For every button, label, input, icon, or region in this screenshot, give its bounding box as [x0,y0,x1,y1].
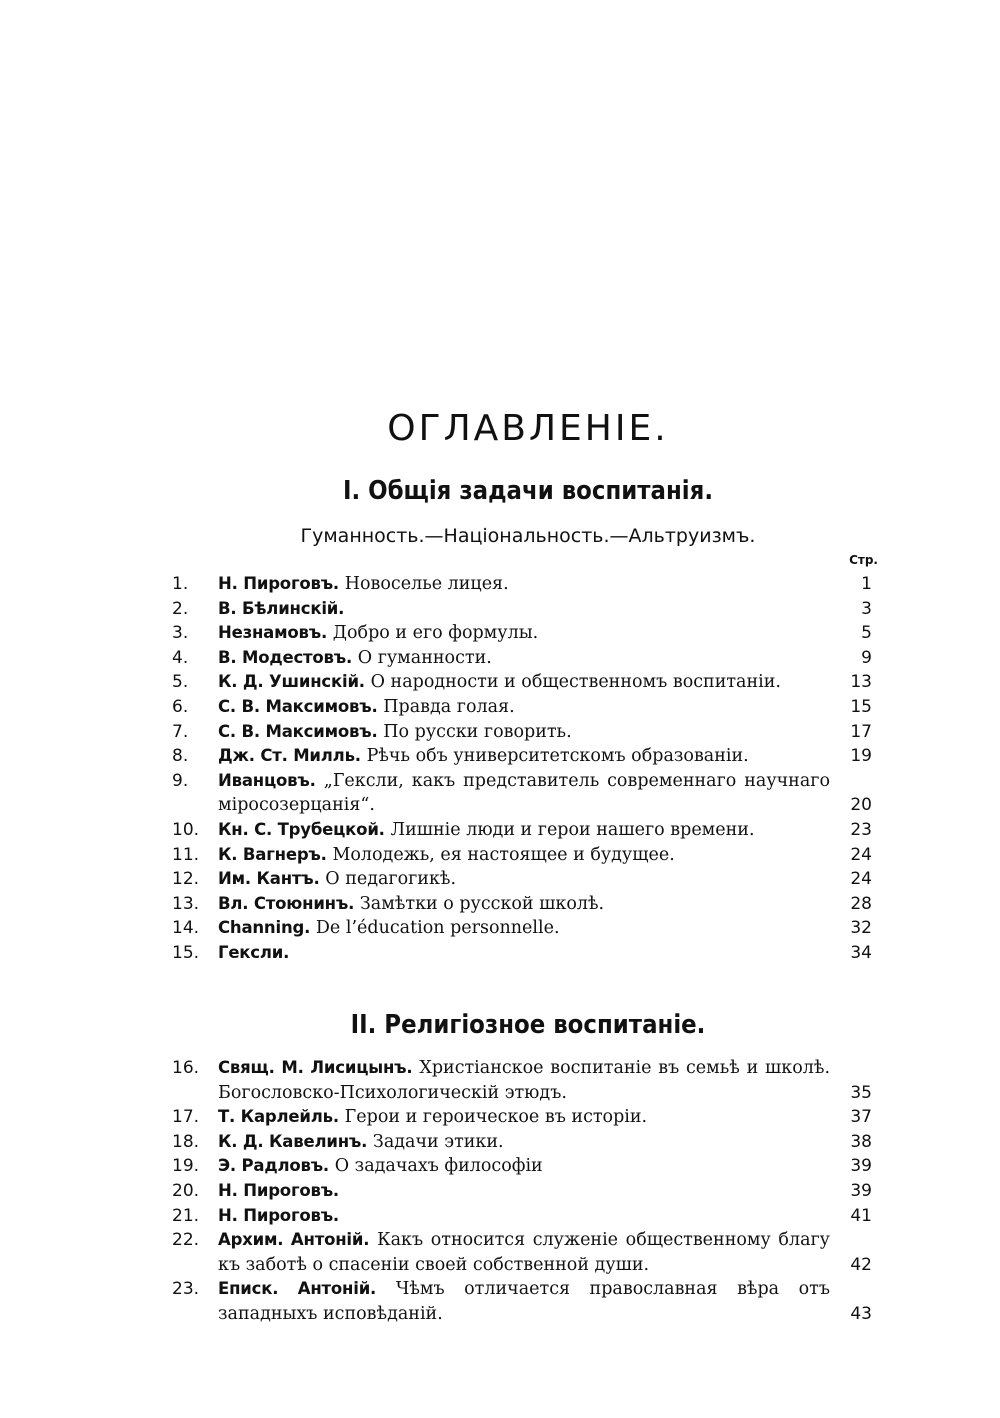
toc-entry [172,695,884,720]
entry-page-number: 24 [850,844,872,865]
entry-author: С. В. Максимовъ. [218,721,378,741]
entry-title: Новоселье лицея. [344,574,509,594]
entry-page-number: 20 [850,795,872,816]
entry-author: Э. Радловъ. [218,1156,330,1176]
toc-entry [172,646,884,671]
toc-list-section-2 [172,1056,884,1327]
entry-number: 15. [172,942,200,963]
entry-number: 16. [172,1058,200,1078]
entry-text [218,1105,830,1130]
entry-page-number: 5 [861,623,872,644]
entry-author: Иванцовъ. [218,770,316,790]
entry-page-number: 42 [850,1254,872,1275]
toc-list-section-1 [172,572,884,966]
entry-number: 23. [172,1279,200,1300]
entry-text [218,1056,830,1105]
entry-number: 10. [172,819,200,840]
entry-number: 17. [172,1107,200,1128]
entry-title: О народности и общественномъ воспитаніи. [370,672,781,693]
entry-text [218,1179,830,1204]
entry-text [218,621,830,646]
entry-text [218,769,830,818]
entry-number: 5. [172,672,189,693]
entry-title: Добро и его формулы. [332,623,539,644]
entry-author: Незнамовъ. [218,623,328,643]
entry-title: „Гексли, какъ представитель современнаго научнаго міросозерцанія“. [218,770,830,816]
entry-title: Замѣтки о русской школѣ. [359,893,605,914]
toc-entry [172,843,884,868]
entry-text [218,646,830,671]
entry-number: 13. [172,893,200,914]
toc-entry [172,941,884,966]
entry-author: К. Д. Ушинскій. [218,672,365,692]
entry-page-number: 3 [861,598,872,619]
entry-text [218,1204,830,1229]
entry-number: 20. [172,1180,200,1201]
toc-entry [172,1130,884,1155]
entry-number: 9. [172,770,189,791]
entry-author: Н. Пироговъ. [218,1205,340,1225]
entry-title: О педагогикѣ. [325,869,457,890]
entry-text [218,572,830,597]
entry-title: Герои и героическое въ исторіи. [344,1107,648,1128]
entry-author: К. Д. Кавелинъ. [218,1131,368,1151]
entry-author: Н. Пироговъ. [218,1180,340,1200]
entry-author: Дж. Ст. Милль. [218,746,361,766]
toc-entry [172,1154,884,1179]
toc-entry [172,1204,884,1229]
entry-number: 21. [172,1205,200,1226]
entry-number: 2. [172,598,189,619]
entry-number: 4. [172,647,189,668]
entry-page-number: 19 [850,746,872,767]
entry-number: 11. [172,844,200,865]
toc-entry [172,1105,884,1130]
entry-page-number: 43 [850,1303,872,1324]
entry-text [218,818,830,843]
entry-author: В. Модестовъ. [218,647,353,667]
entry-page-number: 38 [850,1131,872,1152]
toc-entry [172,916,884,941]
entry-author: Им. Кантъ. [218,869,320,889]
entry-author: Кн. С. Трубецкой. [218,819,385,839]
entry-number: 8. [172,746,189,767]
toc-entry [172,867,884,892]
entry-text [218,695,830,720]
entry-text [218,597,830,622]
entry-page-number: 34 [850,942,872,963]
entry-number: 12. [172,869,200,890]
entry-number: 19. [172,1156,200,1177]
entry-author: Свящ. М. Лисицынъ. [218,1058,413,1077]
entry-page-number: 1 [861,574,872,594]
entry-text [218,744,830,769]
entry-title: Какъ относится служеніе общественному благу къ заботѣ о спасеніи своей собственной души. [218,1230,830,1275]
page-title: ОГЛАВЛЕНІЕ. [387,408,669,449]
entry-author: Еписк. Антоній. [218,1279,377,1299]
entry-title: О гуманности. [357,647,492,668]
entry-author: Вл. Стоюнинъ. [218,893,355,913]
entry-author: Т. Карлейль. [218,1107,339,1127]
entry-author: Гексли. [218,942,290,962]
entry-title: О задачахъ философіи [334,1156,543,1177]
entry-title: Чѣмъ отличается православная вѣра отъ западныхъ исповѣданій. [218,1279,830,1324]
entry-text [218,1277,830,1326]
entry-page-number: 13 [850,672,872,693]
entry-page-number: 28 [850,893,872,914]
entry-number: 22. [172,1230,200,1251]
entry-author: Архим. Антоній. [218,1230,370,1250]
entry-page-number: 23 [850,819,872,840]
toc-entry [172,720,884,745]
toc-entry [172,621,884,646]
toc-entry [172,1277,884,1326]
toc-entry [172,597,884,622]
section-subheading-1: Гуманность.—Національность.—Альтруизмъ. [300,525,756,547]
entry-author: Channing. [218,918,311,938]
entry-page-number: 15 [850,696,872,717]
toc-entry [172,769,884,818]
toc-entry [172,572,884,597]
entry-number: 3. [172,623,189,644]
entry-title: Молодежь, ея настоящее и будущее. [332,844,675,865]
toc-entry [172,1056,884,1105]
entry-text [218,670,830,695]
toc-entry [172,1179,884,1204]
entry-number: 1. [172,574,189,594]
entry-number: 18. [172,1131,200,1152]
entry-text [218,867,830,892]
entry-author: В. Бѣлинскій. [218,598,345,618]
toc-entry [172,818,884,843]
entry-title: Христіанское воспитаніе въ семьѣ и школѣ. Богословско-Психологическій этюдъ. [218,1058,831,1103]
entry-page-number: 17 [850,721,872,742]
entry-author: К. Вагнеръ. [218,844,327,864]
entry-author: С. В. Максимовъ. [218,696,378,716]
entry-text [218,1228,830,1277]
entry-title: Рѣчь объ университетскомъ образованіи. [366,746,749,767]
entry-title: De l’éducation personnelle. [315,918,560,939]
entry-page-number: 39 [850,1180,872,1201]
entry-text [218,941,830,966]
entry-title: Правда голая. [383,696,515,717]
entry-text [218,916,830,941]
section-heading-2: II. Религіозное воспитаніе. [350,1010,706,1040]
entry-title: По русски говорить. [383,721,572,742]
entry-text [218,843,830,868]
toc-entry [172,892,884,917]
section-heading-1: I. Общія задачи воспитанія. [342,476,714,506]
entry-author: Н. Пироговъ. [218,574,340,593]
entry-page-number: 24 [850,869,872,890]
entry-page-number: 37 [850,1107,872,1128]
entry-page-number: 35 [850,1082,872,1103]
entry-text [218,1130,830,1155]
entry-page-number: 39 [850,1156,872,1177]
entry-number: 6. [172,696,189,717]
entry-page-number: 9 [861,647,872,668]
entry-title: Задачи этики. [372,1131,504,1152]
toc-entry [172,744,884,769]
toc-entry [172,670,884,695]
entry-text [218,892,830,917]
entry-number: 7. [172,721,189,742]
entry-text [218,1154,830,1179]
entry-page-number: 41 [850,1205,872,1226]
entry-number: 14. [172,918,200,939]
page-column-label: Стр. [849,553,878,567]
entry-text [218,720,830,745]
entry-title: Лишніе люди и герои нашего времени. [390,819,755,840]
toc-entry [172,1228,884,1277]
entry-page-number: 32 [850,918,872,939]
